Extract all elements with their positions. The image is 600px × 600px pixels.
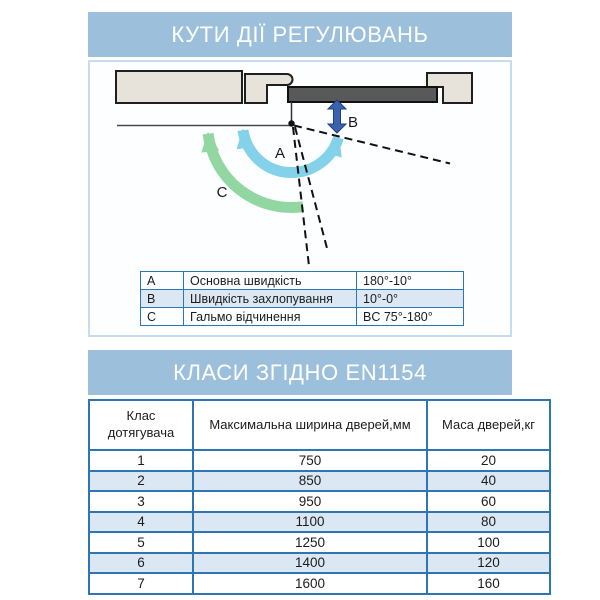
dashed-ray-latch-angle (294, 126, 450, 164)
door-leaf-closed (288, 87, 437, 102)
table-row (89, 471, 550, 492)
angle-key: B (141, 290, 184, 308)
diagram-label-a: A (274, 145, 286, 162)
angle-value: 180°-10° (357, 272, 464, 290)
angles-diagram-panel (88, 60, 512, 337)
table-row (89, 553, 550, 574)
angle-value: 10°-0° (357, 290, 464, 308)
header-class: Клас дотягувача (89, 400, 193, 450)
arc-a-main-speed (243, 130, 338, 172)
table-row (89, 512, 550, 533)
arrow-b-latch-speed (328, 100, 346, 133)
table-row (141, 272, 464, 290)
class-cell: 1 (89, 450, 193, 471)
width-cell: 1400 (193, 553, 427, 574)
table-row (89, 532, 550, 553)
width-cell: 1100 (193, 512, 427, 533)
dashed-ray-door-position-2 (295, 127, 328, 252)
table-row (89, 573, 550, 594)
angle-name: Швидкість захлопування (184, 290, 357, 308)
mass-cell: 80 (427, 512, 550, 533)
mass-cell: 40 (427, 471, 550, 492)
angle-name: Основна швидкість (184, 272, 357, 290)
table-row (89, 450, 550, 471)
dashed-ray-door-position-1 (293, 127, 309, 266)
wall-section (116, 71, 242, 103)
mass-cell: 20 (427, 450, 550, 471)
mass-cell: 160 (427, 573, 550, 594)
class-cell: 4 (89, 512, 193, 533)
class-cell: 5 (89, 532, 193, 553)
class-cell: 2 (89, 471, 193, 492)
width-cell: 750 (193, 450, 427, 471)
classes-section-banner (88, 350, 512, 395)
width-cell: 850 (193, 471, 427, 492)
mass-cell: 120 (427, 553, 550, 574)
angles-section-banner (88, 12, 512, 57)
angle-key: A (141, 272, 184, 290)
width-cell: 1250 (193, 532, 427, 553)
table-row (141, 290, 464, 308)
angles-legend-table (140, 271, 464, 326)
header-door-mass: Маса дверей,кг (427, 400, 550, 450)
mass-cell: 100 (427, 532, 550, 553)
width-cell: 1600 (193, 573, 427, 594)
diagram-label-c: C (216, 184, 228, 201)
table-row (89, 491, 550, 512)
angle-key: C (141, 308, 184, 326)
angle-value: BC 75°-180° (357, 308, 464, 326)
angles-section-title: КУТИ ДІЇ РЕГУЛЮВАНЬ (171, 21, 429, 47)
pivot-point (288, 120, 294, 126)
hinge-jamb-with-stop (245, 74, 293, 103)
diagram-label-b: B (347, 114, 359, 131)
table-row (141, 308, 464, 326)
en1154-classes-table (88, 399, 551, 595)
class-cell: 6 (89, 553, 193, 574)
width-cell: 950 (193, 491, 427, 512)
mass-cell: 60 (427, 491, 550, 512)
class-cell: 3 (89, 491, 193, 512)
table-header-row (89, 400, 550, 450)
angle-name: Гальмо відчинення (184, 308, 357, 326)
class-cell: 7 (89, 573, 193, 594)
classes-section-title: КЛАСИ ЗГІДНО EN1154 (173, 359, 427, 385)
header-door-width: Максимальна ширина дверей,мм (193, 400, 427, 450)
